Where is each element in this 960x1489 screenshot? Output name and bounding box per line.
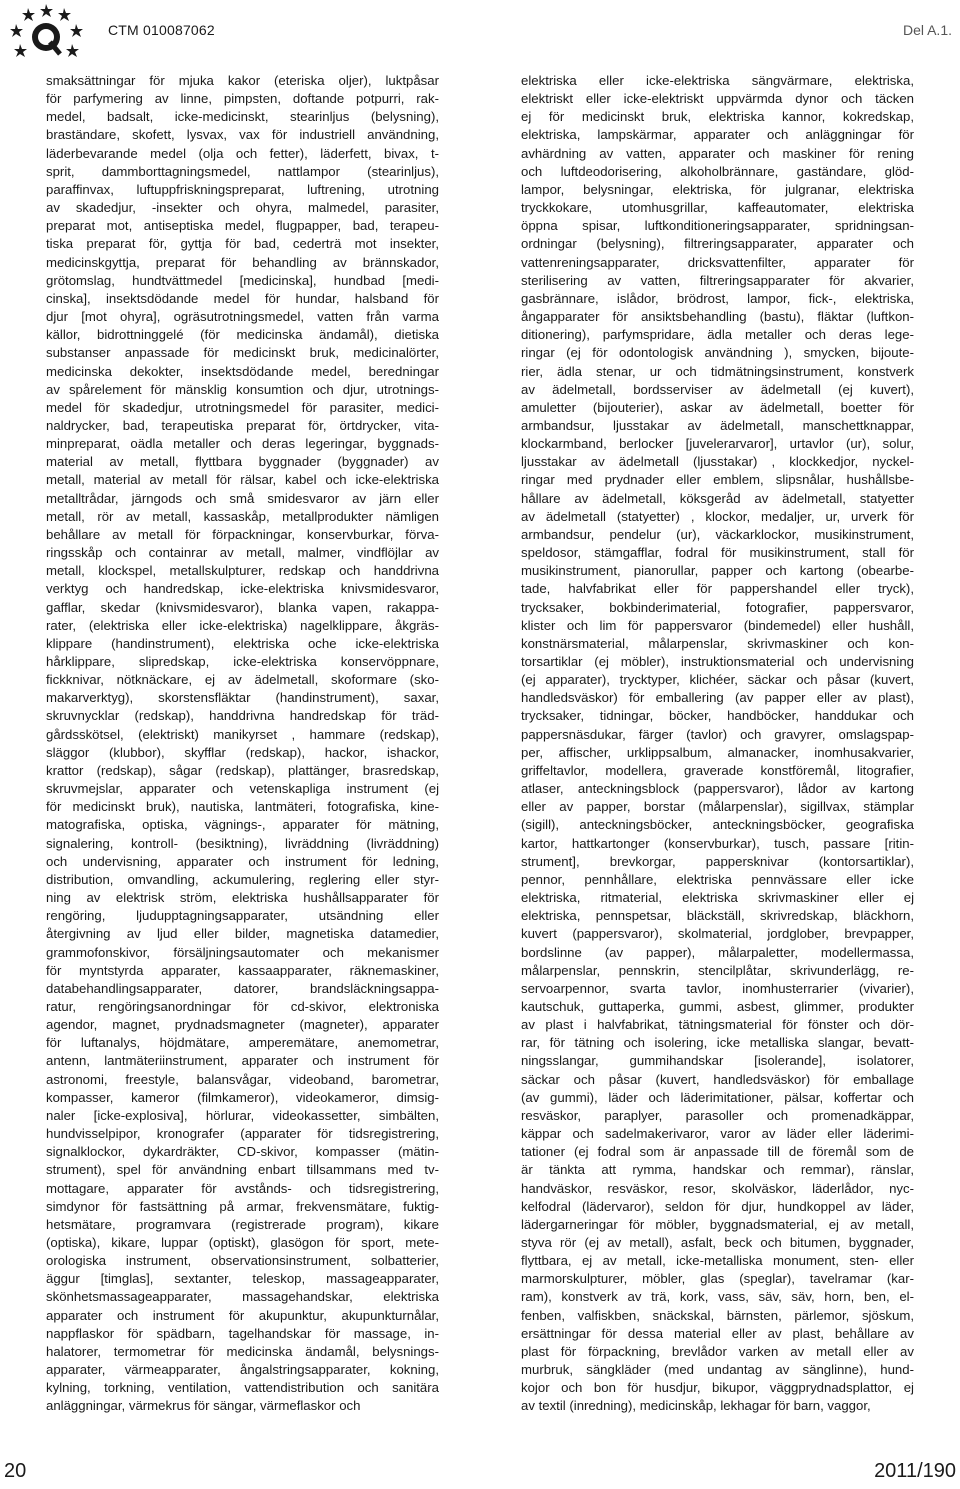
- text-line: skönhetsmassageapparater, massagehandskar, elektriska: [46, 1289, 439, 1305]
- text-line: fenben, valfiskben, snäckskal, bärnsten, pärlemor, sjöskum,: [521, 1307, 914, 1323]
- text-line: elektriska, lampskärmar, apparater och anläggningar för: [521, 127, 914, 143]
- text-line: tationer (ej fodral som är anpassade till de föremål som de: [521, 1144, 914, 1160]
- text-line: pennor, pennhållare, elektriska pennvässare eller icke: [521, 871, 914, 887]
- text-line: smaksättningar för mjuka kakor (eteriska oljer), luktpåsar: [46, 73, 439, 88]
- text-line: kojor och bon för husdjur, bikupor, väggprydnadsplattor, ej: [521, 1380, 914, 1396]
- text-line: kuvert (pappersvaror), skolmaterial, jordglober, brevpapper,: [521, 926, 914, 942]
- text-line: rater, (elektriska eller icke-elektriska) nagelklippare, åkgräs-: [46, 617, 439, 633]
- text-line: ringar (ej för odontologisk användning ), smycken, bijoute-: [521, 345, 914, 361]
- text-line: signalklockor, dykardräkter, CD-skivor, kompasser (mätin-: [46, 1144, 439, 1160]
- ohim-logo: [2, 2, 92, 64]
- text-line: minpreparat, oädla metaller och deras legeringar, byggnads-: [46, 436, 439, 452]
- text-line: amuletter (bijouterier), askar av ädelmetall, boetter för: [521, 399, 914, 415]
- text-line: flyttbara, ej av metall, icke-metalliska monument, sten- eller: [521, 1253, 914, 1269]
- text-line: simdynor för fastsättning på armar, frekvensmätare, fuktig-: [46, 1198, 439, 1214]
- text-line: fickknivar, nötknäckare, ej av ädelmetall, skoformare (sko-: [46, 672, 439, 688]
- text-line: speldosor, stämgafflar, fodral för musikinstrument, stall för: [521, 545, 914, 561]
- text-line: material av metall, flyttbara byggnader (byggnader) av: [46, 454, 439, 470]
- text-line: ersättningar för dessa material eller av plast, behållare av: [521, 1325, 914, 1341]
- text-line: kautschuk, guttaperka, gummi, asbest, glimmer, produkter: [521, 998, 914, 1014]
- text-line: rengöring, ljudupptagningsapparater, utsändning eller: [46, 908, 439, 924]
- text-line: atlaser, anteckningsblock (pappersvaror), lådor av kartong: [521, 781, 914, 797]
- text-line: preparat mot, antiseptiska medel, flugpapper, bad, terapeu-: [46, 218, 439, 234]
- text-line: tade, halvfabrikat eller för pappershandel eller tryck),: [521, 581, 914, 597]
- text-line: hundvisselpipor, kronografer (apparater för tidsregistrering,: [46, 1126, 439, 1142]
- text-line: (av gummi), läder och läderimitationer, pälsar, koffertar och: [521, 1089, 914, 1105]
- text-line: metall, klockspel, metallskulpturer, redskap och handdrivna: [46, 563, 439, 579]
- text-line: apparater, värmeapparater, ångalstringsapparater, kokning,: [46, 1362, 439, 1378]
- text-line: källor, bidrottninggelé (för medicinska ändamål), dietiska: [46, 327, 439, 343]
- text-line: handledsväskor) för emballering (av papper eller av plast),: [521, 690, 914, 706]
- text-line: strument], brevkorgar, pappersknivar (kontorsartiklar),: [521, 853, 914, 869]
- text-line: elektriskt eller icke-elektriskt uppvärmda dynor och täcken: [521, 91, 914, 107]
- text-line: makarverktyg), skorstensfläktar (handinstrument), saxar,: [46, 690, 439, 706]
- text-line: naldrycker, bad, terapeutiska preparat för, örtdrycker, vita-: [46, 417, 439, 433]
- text-line: matografiska, optiska, vägnings-, apparater för mätning,: [46, 817, 439, 833]
- text-line: resväskor, paraplyer, parasoller och promenadkäppar,: [521, 1107, 914, 1123]
- text-line: gårdsskötsel, (elektriskt) manikyrset , hammare (redskap),: [46, 726, 439, 742]
- text-line: av textil (inredning), medicinskåp, lekhagar för barn, vaggor,: [521, 1398, 871, 1414]
- text-line: tryckkokare, utomhusgrillar, kaffeautomater, elektriska: [521, 200, 914, 216]
- text-line: för medicinskt bruk), nautiska, lantmäteri, fotografiska, kine-: [46, 799, 439, 815]
- text-line: grammofonskivor, försäljningsautomater och mekanismer: [46, 944, 439, 960]
- text-line: (ej apparater), trycktyper, klichéer, säckar och påsar (kuvert,: [521, 672, 914, 688]
- text-line: verktyg och handredskap, icke-elektriska knivsmidesvaror,: [46, 581, 439, 597]
- text-line: ningsslangar, gummihandskar [isolerande], isolatorer,: [521, 1053, 914, 1069]
- text-line: cinska], insektsdödande medel för hundar, halsband för: [46, 290, 439, 306]
- text-line: rier, ädla stenar, ur och tidmätningsinstrument, konstverk: [521, 363, 914, 379]
- text-line: lampor, belysningar, elektriska, för julgranar, elektriska: [521, 181, 914, 197]
- text-line: metalltrådar, järngods och små smidesvaror av järn eller: [46, 490, 439, 506]
- text-line: klippare (handinstrument), elektriska oche icke-elektriska: [46, 635, 439, 651]
- text-line: för myntstyrda apparater, kassaapparater, räknemaskiner,: [46, 962, 439, 978]
- right-column: [521, 72, 914, 1416]
- text-line: av plast i halvfabrikat, tätningsmaterial för fönster och dör-: [521, 1017, 914, 1033]
- text-line: äggur [timglas], sextanter, teleskop, massageapparater,: [46, 1271, 439, 1287]
- text-line: naler [icke-explosiva], hörlurar, videokassetter, simbälten,: [46, 1107, 439, 1123]
- text-line: halatorer, termometrar för medicinska ändamål, belysnings-: [46, 1343, 439, 1359]
- text-line: djur [mot ohyra], ogräsutrotningsmedel, vatten från varma: [46, 309, 439, 325]
- text-line: servoarpennor, svarta tavlor, inomhusterrarier (vivarier),: [521, 980, 914, 996]
- text-line: anläggningar, värmekrus för sängar, värmeflaskor och: [46, 1398, 361, 1414]
- text-line: ditionering), parfymspridare, ädla metaller och deras lege-: [521, 327, 914, 343]
- text-line: behållare av metall för förpackningar, konservburkar, förva-: [46, 526, 439, 542]
- text-line: armbandsur, ljusstakar av ädelmetall, manschettknappar,: [521, 417, 914, 433]
- text-line: trycksaker, tidningar, böcker, handböcker, handdukar och: [521, 708, 914, 724]
- section-part: Del A.1.: [902, 22, 952, 38]
- text-line: hårklippare, slipredskap, icke-elektriska konservöppnare,: [46, 654, 439, 669]
- text-line: ringsskåp och containrar av metall, malmer, vindflöjlar av: [46, 545, 439, 561]
- text-line: medicinska dekokter, insektsdödande medel, beredningar: [46, 363, 439, 379]
- text-line: av skadedjur, -insekter och ohyra, malmedel, parasiter,: [46, 200, 439, 216]
- text-line: antenn, lantmäteriinstrument, apparater och instrument för: [46, 1053, 439, 1069]
- text-line: återgivning av ljud eller bilder, magnetiska datamedier,: [46, 926, 439, 942]
- text-line: öppna spisar, luftkonditioneringsapparater, spridningsan-: [521, 218, 914, 234]
- text-line: per, affischer, urklippsalbum, almanacker, inomhusakvarier,: [521, 744, 914, 760]
- text-line: griffeltavlor, modellera, graverade konstföremål, litografier,: [521, 762, 914, 778]
- issue-number: 2011/190: [874, 1460, 956, 1482]
- text-line: medel för skadedjur, utrotningsmedel för parasiter, medici-: [46, 399, 439, 415]
- text-line: kompasser, kameror (filmkameror), videokameror, dimsig-: [46, 1089, 439, 1105]
- text-line: musikinstrument, pianorullar, papper och kartong (obearbe-: [521, 563, 914, 579]
- text-line: läderbevarande medel (olja och fetter), läderfett, bivax, t-: [46, 145, 439, 161]
- page-number: 20: [4, 1460, 27, 1482]
- text-line: elektriska eller icke-elektriska sängvärmare, elektriska,: [521, 73, 914, 88]
- text-line: klockarmband, berlocker [juvelerarvaror], urtavlor (ur), solur,: [521, 436, 914, 452]
- text-line: signalering, kontroll- (besiktning), livräddning (livräddning): [46, 835, 439, 851]
- text-line: vattenreningsapparater, dricksvattenfilter, apparater för: [521, 254, 914, 270]
- document-code: CTM 010087062: [108, 22, 215, 38]
- text-line: apparater och instrument för akupunktur, akupunkturnålar,: [46, 1307, 439, 1323]
- text-line: kylning, torkning, ventilation, vattendistribution och sanitära: [46, 1380, 439, 1396]
- text-line: eller av papper, borstar (målarpenslar), sigillvax, stämplar: [521, 799, 914, 815]
- text-line: ratur, rengöringsanordningar för cd-skivor, elektroniska: [46, 998, 439, 1014]
- text-line: konstnärsmaterial, målarpenslar, skrivmaskiner och kon-: [521, 635, 914, 651]
- text-line: kartor, hattkartonger (konservburkar), tusch, passare [ritin-: [521, 835, 914, 851]
- text-line: av ädelmetall (statyetter) , klockor, medaljer, ur, urverk för: [521, 508, 914, 524]
- text-line: ringar med prydnader eller emblem, slipsnålar, hushållsbe-: [521, 472, 914, 488]
- text-line: elektriska, ritmaterial, elektriska skrivmaskiner eller ej: [521, 890, 914, 906]
- text-line: kelfodral (lädervaror), seldon för djur, hundkoppel av läder,: [521, 1198, 914, 1214]
- text-line: skruvnycklar (redskap), handdrivna handredskap för träd-: [46, 708, 439, 724]
- text-line: elektriska, pennspetsar, bläckställ, skrivredskap, bläckhorn,: [521, 908, 914, 924]
- text-line: rar, för tätning och isolering, icke metalliska slangar, bevatt-: [521, 1035, 914, 1051]
- text-line: för parfymering av linne, pimpsten, doftande potpurri, rak-: [46, 91, 439, 107]
- text-line: strument), spel för användning enbart tillsammans med tv-: [46, 1162, 439, 1178]
- text-line: ljusstakar av ädelmetall (ljusstakar) , klockkedjor, nyckel-: [521, 454, 914, 470]
- text-line: armbandsur, pendelur (ur), väckarklockor, musikinstrument,: [521, 526, 914, 542]
- text-line: målarpenslar, pennskrin, stencilplåtar, skrivunderlägg, re-: [521, 962, 914, 978]
- text-line: nappflaskor för spädbarn, tagelhandskar för massage, in-: [46, 1325, 439, 1341]
- text-line: käppar och sadelmakerivaror, varor av läder eller läderimi-: [521, 1126, 914, 1142]
- text-line: för luftanalys, höjdmätare, amperemätare, anemometrar,: [46, 1035, 439, 1051]
- text-line: braständare, skofett, lysvax, vax för industriell användning,: [46, 127, 439, 143]
- text-line: medicinskgyttja, preparat för behandling av brännskador,: [46, 254, 439, 270]
- text-line: avhärdning av vatten, apparater och maskiner för rening: [521, 145, 914, 161]
- text-line: av spårelement för mänsklig konsumtion och djur, utrotnings-: [46, 381, 439, 397]
- text-line: grötomslag, hundtvättmedel [medicinska], hundbad [medi-: [46, 272, 439, 288]
- text-line: trycksaker, bokbinderimaterial, fotografier, pappersvaror,: [521, 599, 914, 615]
- text-line: ej för medicinskt bruk, elektriska kannor, kokredskap,: [521, 109, 914, 125]
- text-line: databehandlingsapparater, datorer, brandsläckningsappa-: [46, 980, 439, 996]
- text-line: distribution, omvandling, ackumulering, reglering eller styr-: [46, 871, 439, 887]
- text-line: orologiska instrument, observationsinstrument, solbatterier,: [46, 1253, 439, 1269]
- text-line: substanser anpassade för medicinskt bruk, medicinalörter,: [46, 345, 439, 361]
- text-line: krattor (redskap), sågar (redskap), plattänger, brasredskap,: [46, 762, 439, 778]
- text-line: hållare av ädelmetall, köksgeråd av ädelmetall, statyetter: [521, 490, 914, 506]
- text-line: paraffinvax, luftuppfriskningspreparat, luftrening, utrotning: [46, 181, 439, 197]
- text-line: och luftdeodorisering, alkoholbrännare, gaständare, glöd-: [521, 163, 914, 179]
- text-line: metall, rör av metall, kassaskåp, metallprodukter nämligen: [46, 508, 439, 524]
- text-line: släggor (klubbor), skyfflar (redskap), hackor, ishackor,: [46, 744, 439, 760]
- text-line: agendor, magnet, prydnadsmagneter (magneter), apparater: [46, 1017, 439, 1033]
- text-line: (sigill), anteckningsböcker, anteckningsböcker, geografiska: [521, 817, 914, 833]
- text-line: ordningar (belysning), filtreringsapparater, apparater och: [521, 236, 914, 252]
- text-line: sterilisering av vatten, filtreringsapparater för akvarier,: [521, 272, 914, 288]
- text-line: marmorskulpturer, möbler, glas (speglar), tavelramar (kar-: [521, 1271, 914, 1287]
- text-line: murbruk, sängkläder (med undantag av sänglinne), hund-: [521, 1362, 914, 1378]
- text-line: lädergarneringar för möbler, byggnadsmaterial, ej av metall,: [521, 1216, 914, 1232]
- left-column: [46, 72, 439, 1416]
- text-line: bordslinne (av papper), målarpaletter, modellermassa,: [521, 944, 914, 960]
- text-line: ångapparater för ansiktsbehandling (bastu), fläktar (luftkon-: [521, 309, 914, 325]
- text-line: mottagare, apparater för avstånds- och tidsregistrering,: [46, 1180, 439, 1196]
- text-line: av ädelmetall, bordsserviser av ädelmetall (ej kuvert),: [521, 381, 914, 397]
- text-line: handväskor, resväskor, resor, skolväskor, läderlådor, nyc-: [521, 1180, 914, 1196]
- text-line: och undervisning, apparater och instrument för ledning,: [46, 853, 439, 869]
- text-line: styva rör (ej av metall), asfalt, beck och bitumen, byggnader,: [521, 1235, 914, 1250]
- text-line: ram), konstverk av trä, kork, vass, säv, säv, horn, ben, el-: [521, 1289, 914, 1305]
- text-line: pappersnäsdukar, färger (tavlor) och gravyrer, omslagspap-: [521, 726, 914, 742]
- text-line: torsartiklar (ej möbler), instruktionsmaterial och undervisning: [521, 654, 914, 669]
- text-line: klister och lim för pappersvaror (bindemedel) eller hushåll,: [521, 617, 914, 633]
- text-line: gasbrännare, islådor, brödrost, lampor, fick-, elektriska,: [521, 290, 914, 306]
- text-line: hetsmätare, programvara (registrerade program), kikare: [46, 1216, 439, 1232]
- text-line: sprit, dammborttagningsmedel, nattlampor (stearinljus),: [46, 163, 439, 179]
- text-line: medel, badsalt, icke-medicinskt, stearinljus (belysning),: [46, 109, 439, 125]
- text-line: plast för förpackning, brevlådor varken av metall eller av: [521, 1343, 914, 1359]
- text-line: tiska preparat för, gyttja för bad, cederträ mot insekter,: [46, 236, 439, 252]
- text-line: skruvmejslar, apparater och vetenskapliga instrument (ej: [46, 781, 439, 797]
- text-line: säckar och påsar (kuvert, handledsväskor) för emballage: [521, 1071, 914, 1087]
- text-line: är tänkta att rymma, handskar och remmar), ränslar,: [521, 1162, 914, 1178]
- text-line: (optiska), kikare, luppar (optiskt), glasögon för sport, mete-: [46, 1235, 439, 1250]
- text-line: astronomi, freestyle, balansvågar, videoband, barometrar,: [46, 1071, 439, 1087]
- text-line: metall, material av metall för rälsar, kabel och icke-elektriska: [46, 472, 439, 488]
- text-line: ning av elektrisk ström, elektriska hushållsapparater för: [46, 890, 439, 906]
- text-line: gafflar, skedar (knivsmidesvaror), blanka vapen, rakappa-: [46, 599, 439, 615]
